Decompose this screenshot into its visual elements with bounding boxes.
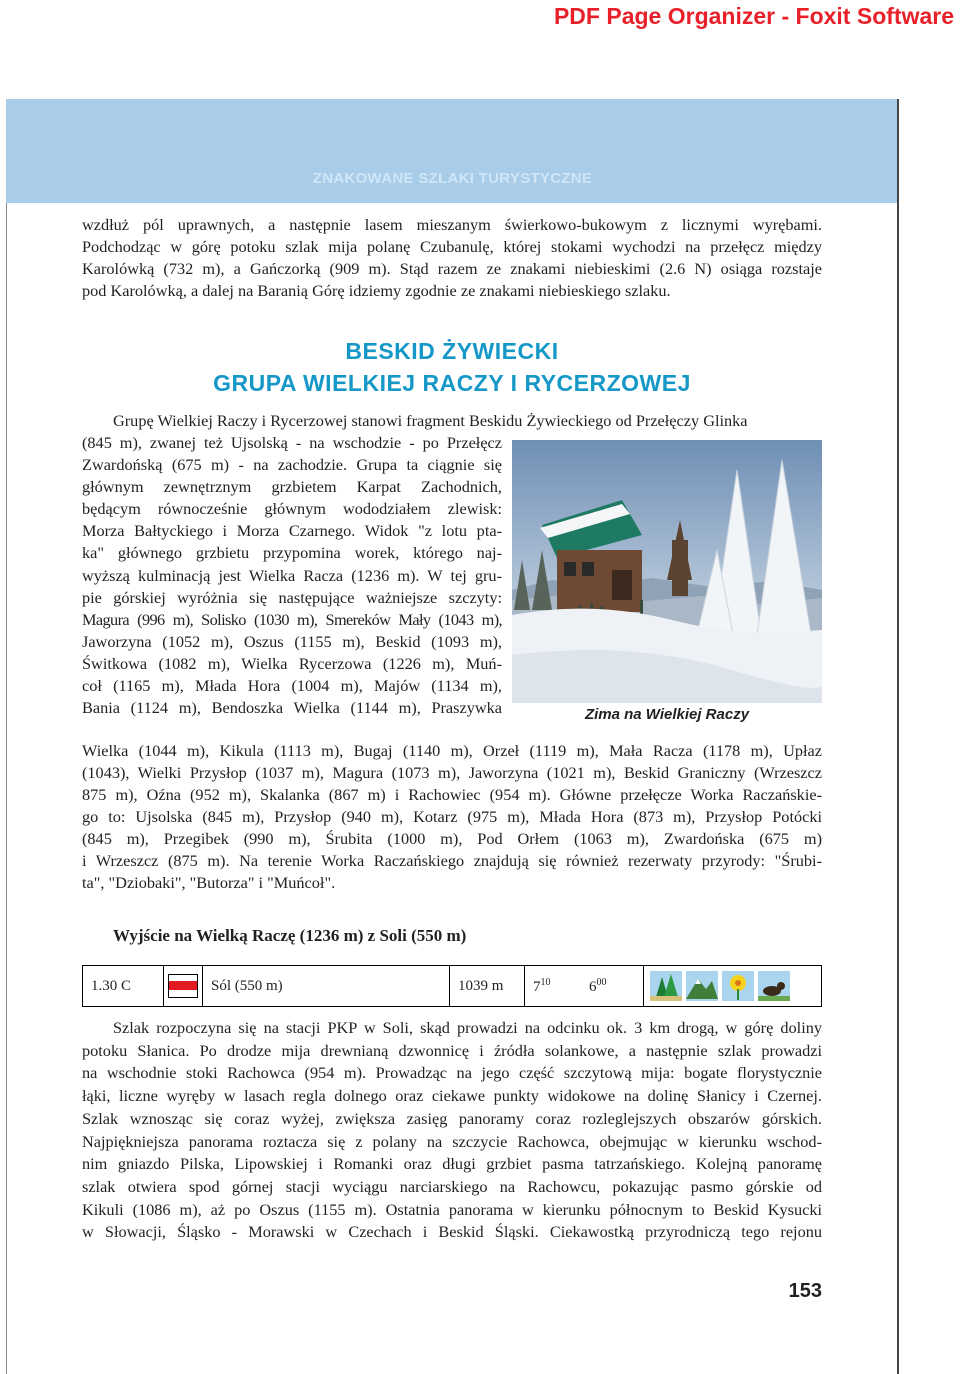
forest-icon (650, 971, 682, 1001)
text-line: łąki, liczne wyręby w lasach regla dolnego oraz ciekawe punkty widokowe na dolinę Słanicy i Czernej. (82, 1086, 822, 1106)
time-down-minutes: 00 (596, 976, 607, 988)
winter-scene-image (512, 440, 822, 703)
continuation-paragraph (82, 740, 822, 894)
text-line: Morza Bałtyckiego i Morza Czarnego. Widok "z lotu pta- (82, 521, 502, 541)
photo-caption: Zima na Wielkiej Raczy (584, 706, 750, 723)
time-up-hours: 7 (533, 978, 541, 995)
text-line: Podchodząc w górę potoku szlak mija polanę Czubanulę, której stokami wychodzi na przełęcz między (82, 237, 822, 256)
page-frame-left (6, 203, 7, 1374)
route-icons-strip (648, 969, 796, 1003)
text-line: i Wrzeszcz (875 m). Na terenie Worka Raczańskiego znajdują się również rezerwaty przyrody: "Śrubi- (82, 851, 822, 870)
text-line: go to: Ujsolska (845 m), Przysłop (940 m), Kotarz (975 m), Młada Hora (873 m), Przysłop Potócki (82, 807, 822, 826)
route-description (82, 1017, 822, 1244)
text-line: szlak otwiera spod górnej stacji wyciągu narciarskiego na Rachowcu, pokazując pasmo górskie od (82, 1176, 822, 1196)
text-line: na wschodnie stoki Rachowca (954 m). Prowadząc na jego część szczytową mija: bogate florystycznie (82, 1063, 822, 1083)
winter-photo (512, 440, 822, 703)
text-line: potoku Słanica. Po drodze mija drewnianą dzwonnicę i źródła solankowe, a następnie szlak prowadzi (82, 1040, 822, 1060)
text-line: w Słowacji, Śląsko - Morawski w Czechach i Beskid Śląski. Ciekawostką przyrodniczą tego rejonu (82, 1222, 822, 1242)
route-start: Sól (550 m) (203, 966, 450, 1007)
text-line: Kikuli (1086 m), aż po Oszus (1155 m). Ostatnia panorama w kierunku północnym to Beskid Kysucki (82, 1199, 822, 1219)
text-line: wyższą kulminacją jest Wielka Racza (1236 m). W tej gru- (82, 565, 502, 585)
time-down (581, 966, 644, 1007)
text-line: Świtkowa (1082 m), Wielka Rycerzowa (1226 m), Muń- (82, 653, 502, 673)
text-line: Szlak wznosząc się coraz wyżej, zwiększa zasięg panoramy coraz rozleglejszych obszarów górskich. (82, 1108, 822, 1128)
text-line: Wielka (1044 m), Kikula (1113 m), Bugaj (1140 m), Orzeł (1119 m), Mała Racza (1178 m), Upłaz (82, 741, 822, 760)
text-line: Magura (996 m), Solisko (1030 m), Smereków Mały (1043 m), (82, 609, 502, 629)
wrapped-column (82, 432, 502, 719)
time-up (525, 966, 582, 1007)
text-line: Grupę Wielkiej Raczy i Rycerzowej stanowi fragment Beskidu Żywieckiego od Przełęczy Glinka (113, 411, 748, 430)
route-code: 1.30 C (83, 966, 164, 1007)
text-line: (845 m), zwanej też Ujsolską - na wschodzie - po Przełęcz (82, 433, 502, 452)
trail-mark-cell (164, 966, 203, 1007)
text-line: Bania (1124 m), Bendoszka Wielka (1144 m), Praszywka (82, 698, 502, 718)
lead-line (82, 410, 822, 432)
table-row (83, 966, 822, 1007)
text-line: (845 m), Przegibek (990 m), Śrubita (1000 m), Pod Orłem (1063 m), Zwardońska (675 m) (82, 829, 822, 848)
header-band (6, 99, 899, 203)
text-line: pie górskiej wyróżnia się następujące ważniejsze szczyty: (82, 587, 502, 607)
animal-icon (758, 971, 790, 1001)
text-line: będącym równocześnie głównym wododziałem zlewisk: (82, 499, 502, 519)
text-line: Najpiękniejsza panorama roztacza się z polany na szczycie Rachowca, obejmując w kierunku wschod- (82, 1131, 822, 1151)
text-line: 875 m), Oźna (952 m), Skalanka (867 m) i Rachowiec (954 m). Główne przełęcze Worka Raczańskie- (82, 785, 822, 804)
text-line: wzdłuż pól uprawnych, a następnie lasem mieszanym świerkowo-bukowym z licznymi wyrębami. (82, 215, 822, 234)
text-line: ka" głównego grzbietu przypomina worek, którego naj- (82, 543, 502, 563)
route-ascent: 1039 m (450, 966, 525, 1007)
route-table (82, 965, 822, 1007)
time-down-hours: 6 (589, 978, 597, 995)
section-heading: BESKID ŻYWIECKI (345, 338, 559, 364)
text-line: Szlak rozpoczyna się na stacji PKP w Soli, skąd prowadzi na odcinku ok. 3 km drogą, w górę doliny (113, 1018, 822, 1037)
trail-mark-icon (168, 974, 198, 998)
text-line: (1043), Wielki Przysłop (1037 m), Magura (1073 m), Jaworzyna (1021 m), Beskid Graniczny (Wrzeszcz (82, 763, 822, 782)
flower-icon (722, 971, 754, 1001)
mountain-icon (686, 971, 718, 1001)
text-line: Zwardońską (675 m) - na zachodzie. Grupa ta ciągnie się (82, 455, 502, 475)
text-line: głównym zewnętrznym grzbietem Karpat Zachodnich, (82, 477, 502, 497)
trail-mark-bar (169, 981, 197, 990)
text-line: Jaworzyna (1052 m), Oszus (1155 m), Beskid (1093 m), (82, 631, 502, 651)
route-title: Wyjście na Wielką Raczę (1236 m) z Soli (550 m) (113, 926, 467, 945)
text-line: ta", "Dziobaki", "Butorza" i "Muńcoł". (82, 873, 336, 892)
text-line: coł (1165 m), Młada Hora (1004 m), Majów (1134 m), (82, 676, 502, 696)
watermark: PDF Page Organizer - Foxit Software (553, 3, 954, 29)
page-number: 153 (788, 1280, 822, 1302)
text-line: pod Karolówką, a dalej na Baranią Górę idziemy zgodnie ze znakami niebieskiego szlaku. (82, 281, 671, 300)
text-line: Karolówką (732 m), a Gańczorką (909 m). Stąd razem ze znakami niebieskimi (2.6 N) osiąga rozstaje (82, 259, 822, 278)
text-line: nim gniazdo Pilska, Lipowskiej i Romanki oraz długi grzbiet pasma tatrzańskiego. Kolejną panoramę (82, 1154, 822, 1174)
header-title: ZNAKOWANE SZLAKI TURYSTYCZNE (312, 170, 593, 187)
time-up-minutes: 10 (540, 976, 551, 988)
page-frame-right (897, 99, 899, 1374)
route-icons (644, 966, 822, 1007)
intro-paragraph (82, 214, 822, 302)
section-subheading: GRUPA WIELKIEJ RACZY I RYCERZOWEJ (213, 370, 691, 396)
